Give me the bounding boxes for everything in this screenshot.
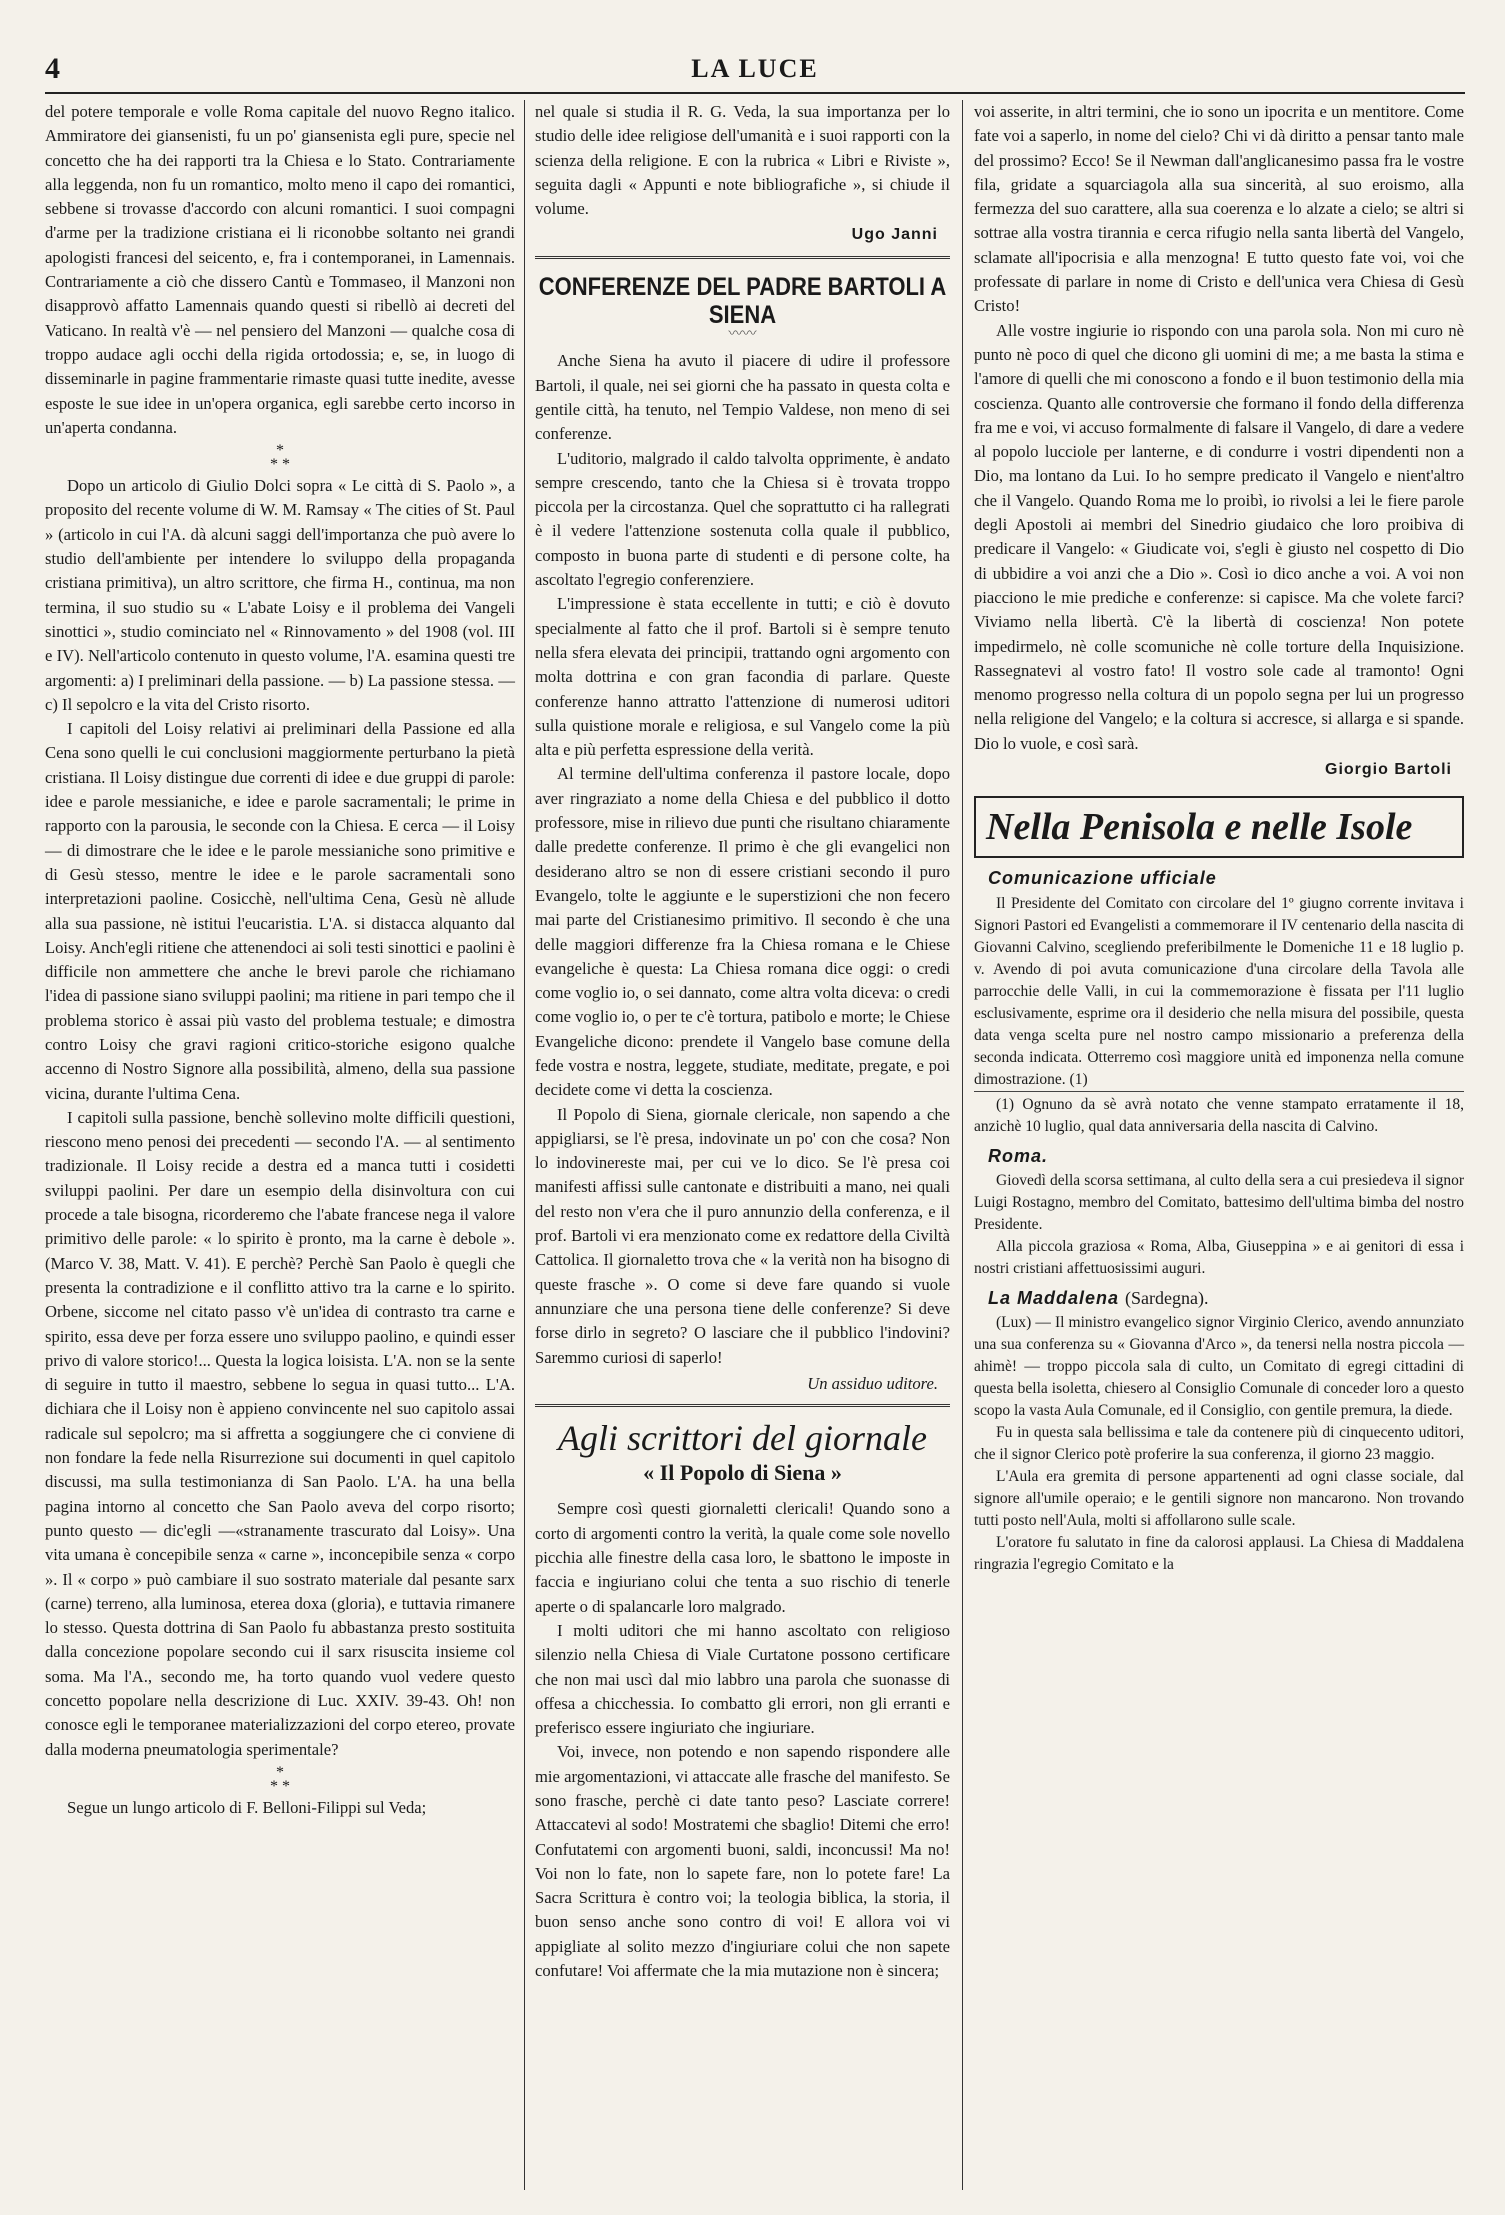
paragraph: Al termine dell'ultima conferenza il pastore locale, dopo aver ringraziato a nome della Chiesa e del pubblico il dotto professore, mise in rilievo due punti che risultano chiaramente dalle predette conferenze. Il primo è che gli evangelici non desiderano altro se non di essere cristiani secondo il puro Evangelo, tolte le aggiunte e le superstizioni che non fecero mai parte del Cristianesimo primitivo. Il secondo è che una delle maggiori differenze fra la Chiesa romana e le Chiese evangeliche è questa: La Chiesa romana dice oggi: o credi come voglio io, o sei dannato, come altra volta diceva: o credi come voglio io, o per te c'è tortura, patibolo e morte; le Chiese Evangeliche dicono: prendete il Vangelo base comune della fede vostra e nostra, leggete, studiate, meditate, pregate, e poi decidete come vi detta la coscienza.: [535, 764, 950, 1100]
signature: Ugo Janni: [851, 226, 938, 244]
section-heading-region: (Sardegna).: [1125, 1287, 1209, 1308]
paragraph: L'uditorio, malgrado il caldo talvolta opprimente, è andato sempre crescendo, tanto che la Chiesa si è trovata troppo piccola per la circostanza. Quel che soprattutto ci ha rallegrati è il vedere l'attenzione sostenuta colla quale il pubblico, composto in buona parte di studenti e di persone colte, ha ascoltato l'egregio conferenziere.: [535, 448, 950, 590]
article-subheadline: « Il Popolo di Siena »: [643, 1460, 842, 1486]
signature: Giorgio Bartoli: [1325, 761, 1452, 779]
footnote: (1) Ognuno da sè avrà notato che venne stampato erratamente il 18, anzichè 10 luglio, qual data anniversaria della nascita di Calvino.: [974, 1091, 1464, 1138]
column-1: [45, 100, 515, 1820]
paragraph: Alle vostre ingiurie io rispondo con una parola sola. Non mi curo nè punto nè poco di quel che dicono gli uomini di me; a me basta la stima e l'amore di quelli che mi conoscono a fondo e il buon testimonio della mia coscienza. Quanto alle controversie che formano il fondo della differenza fra me e voi, vi accuso formalmente di falsare il Vangelo, di dare a vedere al popolo lucciole per lanterne, e di condurre i vostri dipendenti non a Dio, ma lontano da Lui. Io ho sempre predicato il Vangelo e nient'altro che il Vangelo. Quando Roma me lo proibì, io rivolsi a lei le fiere parole degli Apostoli ai membri del Sinedrio giudaico che loro proibiva di predicare il Vangelo: « Giudicate voi, s'egli è giusto nel cospetto di Dio di ubbidire a voi anzi che a Dio ». Così io dico anche a voi. A voi non piacciono le mie prediche e conferenze: si capisce. Ma che volete farci? Viviamo nella libertà. C'è la libertà di coscienza! Non potete impedirmelo, nè colle scomuniche nè colle torture della Inquisizione. Rassegnatevi al vostro fato! Il vostro sole cade al tramonto! Ogni menomo progresso nella coltura di un popolo segna per lui un progresso nella religione del Vangelo; e la coltura si accresce, si allarga e si spande. Dio lo vuole, e così sarà.: [974, 320, 1464, 753]
column-3: [974, 100, 1464, 1576]
article-headline: Agli scrittori del giornale: [558, 1418, 927, 1459]
column-divider: [962, 100, 963, 2190]
section-heading: [974, 1286, 1464, 1310]
paragraph: Il Popolo di Siena, giornale clericale, non sapendo a che appigliarsi, se l'è presa, indovinate un po' con che cosa? Non lo indovinereste mai, per cui ve lo dico. Se l'è presa coi manifesti affissi sulle cantonate e distribuiti a mano, nei quali del resto non v'era che il puro annunzio della conferenza, e il prof. Bartoli vi era menzionato come ex redattore della Civiltà Cattolica. Il giornaletto trova che « la verità non ha bisogno di queste frasche ». O come si deve fare quando si vuole annunziare che una persona tiene delle conferenze? Si deve forse dirlo in segreto? O lasciare che il pubblico l'indovini? Saremmo curiosi di saperlo!: [535, 1104, 950, 1367]
paragraph: Segue un lungo articolo di F. Belloni-Filippi sul Veda;: [67, 1797, 427, 1817]
paragraph: Voi, invece, non potendo e non sapendo rispondere alle mie argomentazioni, vi attaccate alle frasche del manifesto. Se sono frasche, perchè ci date tanto peso? Lasciate correre! Attaccatevi al sodo! Mostratemi che sbaglio! Ditemi che erro! Confutatemi con argomenti buoni, saldi, inconcussi! Ma no! Voi non lo fate, non lo sapete fare, non lo potete fare! La Sacra Scrittura è contro voi; la teologia biblica, la storia, il buon senso anche sono contro di voi! E allora voi vi appigliate al solito mezzo d'ingiuriare colui che non sapete confutare! Voi affermate che la mia mutazione non è sincera;: [535, 1742, 950, 1981]
masthead: LA LUCE: [691, 54, 819, 83]
paragraph: Sempre così questi giornaletti clericali! Quando sono a corto di argomenti contro la verità, la quale come sole novello picchia alle finestre della casa loro, le sbattono le imposte in faccia e ingiuriano colui che tenta a suo rischio di tenerle aperte o di spalancarle loro malgrado.: [535, 1499, 950, 1616]
divider: [535, 1404, 950, 1407]
paragraph: I capitoli sulla passione, benchè sollevino molte difficili questioni, riescono meno penosi dei precedenti — secondo l'A. — al sentimento tradizionale. Il Loisy recide a destra ed a manca tutti i cosidetti sviluppi paolini. Per dare un esempio della disinvoltura con cui procede a tale bisogna, ricorderemo che l'abate francese nega il valore primitivo delle parole: « lo spirito è pronto, ma la carne è debole ». (Marco V. 38, Matt. V. 41). E perchè? Perchè San Paolo è quegli che presenta la contradizione e il conflitto attivo tra la carne e lo spirito. Orbene, siccome nel citato passo v'è un'idea di contrasto tra carne e spirito, essa deve per forza essere uno sviluppo paolino, e quindi esser privo di valore storico!... Questa la logica loisista. L'A. non se la sente di seguire in tutto il maestro, sebbene lo segua in quasi tutto... L'A. dichiara che il Loisy non è appieno convincente nel suo capitolo assai radicale sul sepolcro; ma si affretta a soggiungere che ci conviene di non fondare la fede nella Risurrezione sui documenti in quel capitolo discussi, ma sulla testimonianza di San Paolo. L'A. ha una bella pagina intorno al concetto che San Paolo aveva del corpo risorto; punto questo — dic'egli —«stranamente trascurato dal Loisy». Una vita umana è concepibile senza « carne », inconcepibile senza « corpo ». Il « corpo » può cambiare il suo sostrato materiale dal pesante sarx (carne) terreno, alla luminosa, eterea doxa (gloria), e tuttavia rimanere lo stesso. Questa dottrina di San Paolo fu abbastanza presto sostituita dalla concezione popolare secondo cui il sarx risuscita insieme col soma. Ma l'A., secondo me, ha torto quando vuol vedere questo concetto popolare nella descrizione di Luc. XXIV. 39-43. Oh! non conosce egli le temporanee materializzazioni del corpo etereo, provate dalla moderna pneumatologia sperimentale?: [45, 1107, 515, 1759]
paragraph: I molti uditori che mi hanno ascoltato con religioso silenzio nella Chiesa di Viale Curtatone possono certificare che non mai uscì dal mio labbro una parola che suonasse di offesa a chicchessia. Io combatto gli errori, non gli erranti e preferisco essere ingiuriato che ingiuriare.: [535, 1620, 950, 1738]
paragraph: voi asserite, in altri termini, che io sono un ipocrita e un mentitore. Come fate voi a saperlo, in nome del cielo? Chi vi dà diritto a pensar tanto male del prossimo? Ecco! Se il Newman dall'anglicanesimo passa fra le vostre fila, gridate a squarciagola alla sua sincerità, al suo eroismo, alla fermezza del suo carattere, alla sua coerenza e lo alzate a cielo; se altri si sottrae alla vostra tirannia e cerca rifugio nella santa libertà del Vangelo, sclamate all'ipocrisia e alla menzogna! E tutto questo fate voi, voi che professate di parlare in nome di Cristo e dell'unica vera Chiesa di Gesù Cristo!: [974, 102, 1464, 316]
ornament: 〰〰: [728, 327, 757, 343]
section-heading: Roma.: [988, 1145, 1049, 1166]
section-stars: * * *: [270, 1763, 290, 1795]
header-rule: [45, 92, 1465, 94]
signature: Un assiduo uditore.: [807, 1373, 938, 1393]
paragraph: L'oratore fu salutato in fine da calorosi applausi. La Chiesa di Maddalena ringrazia l'egregio Comitato e la: [974, 1534, 1464, 1574]
paragraph: L'impressione è stata eccellente in tutti; e ciò è dovuto specialmente al fatto che il prof. Bartoli si è sempre tenuto nella sfera elevata dei principii, trattando ogni argomento con molta dottrina e con gran facondia di parlare. Queste conferenze hanno attratto l'attenzione di numerosi uditori sulla quistione morale e religiosa, e sul Vangelo come la più alta e più perfetta espressione della verità.: [535, 594, 950, 760]
paragraph: Giovedì della scorsa settimana, al culto della sera a cui presiedeva il signor Luigi Rostagno, membro del Comitato, battesimo dell'ultima bimba del nostro Presidente.: [974, 1171, 1464, 1233]
paragraph: del potere temporale e volle Roma capitale del nuovo Regno italico. Ammiratore dei giansenisti, fu un po' giansenista egli pure, specie nel concetto che ha dei rapporti tra la Chiesa e lo Stato. Contrariamente alla leggenda, non fu un romantico, molto meno il capo dei romantici, sebbene si trovasse d'accordo con alcuni romantici. I suoi compagni d'arme per la tradizione cristiana ei li riconobbe soltanto nei grandi apologisti francesi del seicento, e, fra i contemporanei, in Lamennais. Contrariamente a ciò che dissero Cantù e Tommaseo, il Manzoni non disapprovò affatto Lamennais quando questi si ribellò ai decreti del Vaticano. In realtà v'è — nel pensiero del Manzoni — qualche cosa di troppo audace agli occhi della rigida ortodossia; e, se, in luogo di disseminarle in pagine frammentarie rimaste quasi tutte inedite, avesse esposte le sue idee in un'opera organica, egli sarebbe certo incorso in un'aperta condanna.: [45, 102, 515, 437]
paragraph: I capitoli del Loisy relativi ai preliminari della Passione ed alla Cena sono quelli le cui conclusioni maggiormente perturbano la pietà cristiana. Il Loisy distingue due correnti di idee e due gruppi di parole: idee e parole messianiche, e idee e parole sacramentali; le prime in rapporto con la parousia, le seconde con la Chiesa. E cerca — il Loisy — di dimostrare che le idee e le parole messianiche sono primitive e di Gesù stesso, mentre le idee e le parole sacramentali sono interpretazioni paoline. Cosicchè, nell'ultima Cena, Gesù nè allude alla sua passione, nè istitui l'eucaristia. L'A. si distacca alquanto dal Loisy. Anch'egli ritiene che attenendoci ai soli testi sinottici e paolini è difficile non ammettere che anche le brevi parole che richiamano l'idea di passione siano sviluppi paolini; ma ritiene in pari tempo che il problema storico è assai più vasto del problema testuale; e dimostra contro Loisy che gravi ragioni critico-storiche esigono qualche accenno di Nostro Signore alla possibilità, almeno, della sua passione vicina, durante l'ultima Cena.: [45, 719, 515, 1103]
paragraph: Dopo un articolo di Giulio Dolci sopra « Le città di S. Paolo », a proposito del recente volume di W. M. Ramsay « The cities of St. Paul » (articolo in cui l'A. dà alcuni saggi dell'importanza che può avere lo studio dell'ambiente per intendere lo sviluppo della propaganda cristiana primitiva), un altro scrittore, che firma H., continua, ma non termina, il suo studio su « L'abate Loisy e il problema dei Vangeli sinottici », studio cominciato nel « Rinnovamento » del 1908 (vol. III e IV). Nell'articolo contenuto in questo volume, l'A. esamina questi tre argomenti: a) I preliminari della passione. — b) La passione stessa. — c) Il sepolcro e la vita del Cristo risorto.: [45, 476, 515, 714]
column-2: [535, 100, 950, 1983]
column-divider: [524, 100, 525, 2190]
paragraph: L'Aula era gremita di persone appartenenti ad ogni classe sociale, dal signore all'umile operaio; e le gentili signore non mancarono. Non trovando tutti posto nell'Aula, molti si affollarono sulle scale.: [974, 1468, 1464, 1530]
section-banner: Nella Penisola e nelle Isole: [974, 796, 1464, 858]
paragraph: Fu in questa sala bellissima e tale da contenere più di cinquecento uditori, che il signor Clerico potè proferire la sua conferenza, il giorno 23 maggio.: [974, 1424, 1464, 1464]
paragraph: (Lux) — Il ministro evangelico signor Virginio Clerico, avendo annunziato una sua conferenza su « Giovanna d'Arco », da tenersi nella nostra piccola — ahimè! — troppo piccola sala di culto, un Comitato di egregi cittadini di questa bella isoletta, chiesero al Consiglio Comunale di conceder loro a questo scopo la vasta Aula Comunale, ed il Consiglio, con gentile premura, la diede.: [974, 1314, 1464, 1420]
paragraph: Alla piccola graziosa « Roma, Alba, Giuseppina » e ai genitori di essa i nostri cristiani affettuosissimi auguri.: [974, 1237, 1464, 1277]
section-stars: * * *: [270, 442, 290, 474]
paragraph: nel quale si studia il R. G. Veda, la sua importanza per lo studio delle idee religiose dell'umanità e i suoi rapporti con la scienza della religione. E con la rubrica « Libri e Riviste », seguita dagli « Appunti e note bibliografiche », si chiude il volume.: [535, 102, 950, 219]
section-heading-title: La Maddalena: [988, 1287, 1120, 1308]
paragraph: Anche Siena ha avuto il piacere di udire il professore Bartoli, il quale, nei sei giorni che ha passato in questa colta e gentile città, ha tenuto, nel Tempio Valdese, non meno di sei conferenze.: [535, 351, 950, 444]
section-heading: Comunicazione ufficiale: [988, 868, 1217, 889]
divider: [535, 256, 950, 259]
article-headline: CONFERENZE DEL PADRE BARTOLI A SIENA: [538, 271, 947, 329]
page-number: 4: [45, 52, 60, 85]
paragraph: Il Presidente del Comitato con circolare del 1º giugno corrente invitava i Signori Pastori ed Evangelisti a commemorare il IV centenario della nascita di Giovanni Calvino, scegliendo preferibilmente le Domeniche 11 e 18 luglio p. v. Avendo di poi avuta comunicazione d'una circolare della Tavola alle parrocchie delle Valli, in cui la commemorazione è fissata per l'11 luglio esclusivamente, esprime ora il desiderio che nella misura del possibile, questa data venga scelta pure nel nostro campo missionario a preferenza della seconda indicata. Otterremo così maggiore unità ed imponenza nella comune dimostrazione. (1): [974, 894, 1464, 1088]
page-header: [45, 52, 1465, 92]
